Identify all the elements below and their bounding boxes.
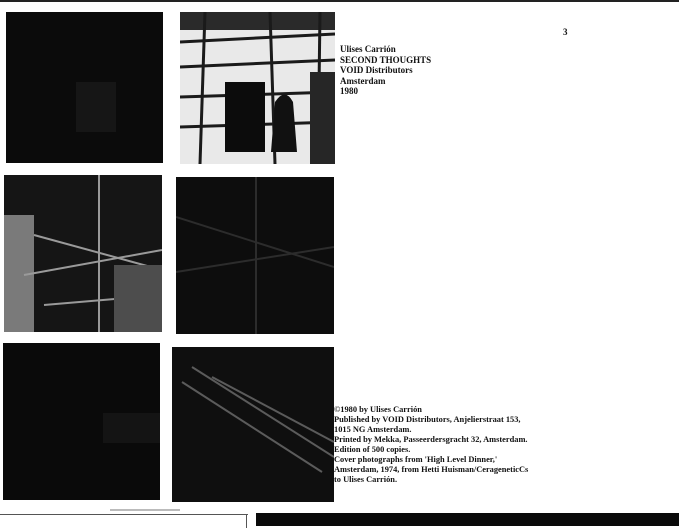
colophon <box>334 405 574 485</box>
colophon-line: 1015 NG Amsterdam. <box>334 425 412 434</box>
cover-photo-2 <box>180 12 335 164</box>
colophon-line: to Ulises Carrión. <box>334 475 398 484</box>
author-name: Ulises Carrión <box>340 44 396 54</box>
cover-photo-6 <box>172 347 334 502</box>
bottom-left-rule <box>0 514 248 515</box>
page-number: 3 <box>563 27 568 37</box>
colophon-line: ©1980 by Ulises Carrión <box>334 405 422 414</box>
publisher-name: VOID Distributors <box>340 65 413 75</box>
title-block <box>340 44 431 97</box>
scan-smudge <box>110 509 180 511</box>
book-title: SECOND THOUGHTS <box>340 54 432 65</box>
bottom-scan-band <box>256 513 679 526</box>
publication-year: 1980 <box>340 86 358 96</box>
colophon-line: Amsterdam, 1974, from Hetti Huisman/CerageneticCs <box>334 465 529 474</box>
cover-photo-3 <box>4 175 162 332</box>
bottom-left-rule-vertical <box>246 514 247 528</box>
top-edge-rule <box>0 0 679 2</box>
colophon-line: Cover photographs from 'High Level Dinner,' <box>334 455 498 464</box>
publication-city: Amsterdam <box>340 75 386 86</box>
colophon-line: Published by VOID Distributors, Anjelierstraat 153, <box>334 415 521 424</box>
cover-photo-4 <box>176 177 334 334</box>
cover-photo-1 <box>6 12 163 163</box>
cover-photo-5 <box>3 343 160 500</box>
colophon-line: Printed by Mekka, Passeerdersgracht 32, Amsterdam. <box>334 435 528 444</box>
colophon-line: Edition of 500 copies. <box>334 445 411 454</box>
